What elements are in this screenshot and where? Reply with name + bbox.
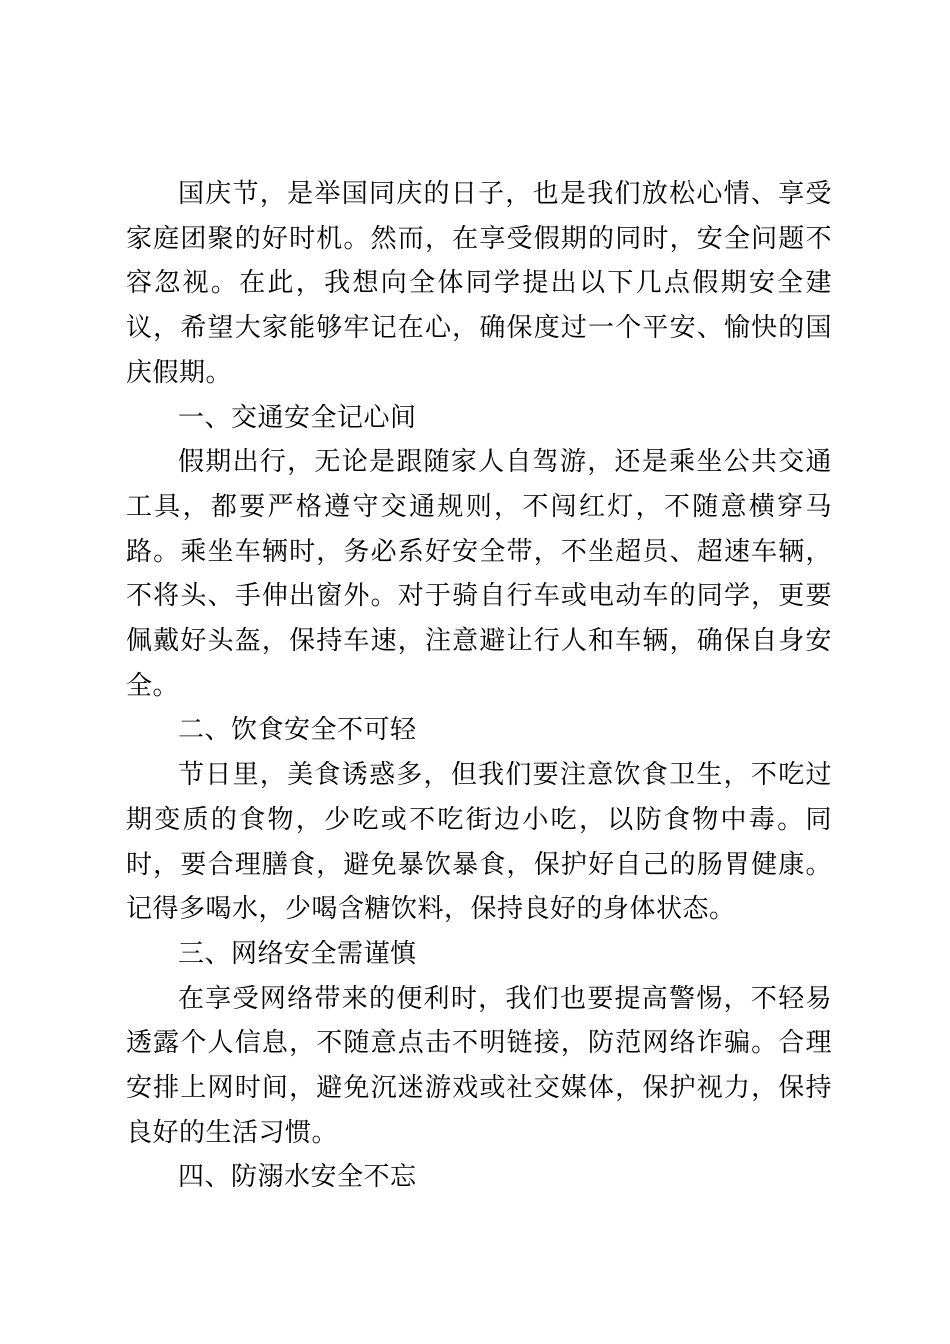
section-heading-traffic: 一、交通安全记心间 — [178, 402, 417, 433]
intro-paragraph: 国庆节，是举国同庆的日子，也是我们放松心情、享受家庭团聚的好时机。然而，在享受假期的同时，安全问题不容忽视。在此，我想向全体同学提出以下几点假期安全建议，希望大家能够牢记在心，确保度过一个平安、愉快的国庆假期。 — [126, 179, 832, 388]
section-body-food: 节日里，美食诱惑多，但我们要注意饮食卫生，不吃过期变质的食物，少吃或不吃街边小吃，以防食物中毒。同时，要合理膳食，避免暴饮暴食，保护好自己的肠胃健康。记得多喝水，少喝含糖饮料，保持良好的身体状态。 — [126, 760, 832, 925]
section-body-traffic: 假期出行，无论是跟随家人自驾游，还是乘坐公共交通工具，都要严格遵守交通规则，不闯红灯，不随意横穿马路。乘坐车辆时，务必系好安全带，不坐超员、超速车辆，不将头、手伸出窗外。对于骑自行车或电动车的同学，更要佩戴好头盔，保持车速，注意避让行人和车辆，确保自身安全。 — [126, 447, 832, 701]
document-body — [126, 172, 832, 1200]
section-heading-drowning: 四、防溺水安全不忘 — [178, 1162, 417, 1193]
section-heading-network: 三、网络安全需谨慎 — [178, 938, 417, 969]
section-body-network: 在享受网络带来的便利时，我们也要提高警惕，不轻易透露个人信息，不随意点击不明链接，防范网络诈骗。合理安排上网时间，避免沉迷游戏或社交媒体，保护视力，保持良好的生活习惯。 — [126, 983, 832, 1148]
section-heading-food: 二、饮食安全不可轻 — [178, 715, 417, 746]
